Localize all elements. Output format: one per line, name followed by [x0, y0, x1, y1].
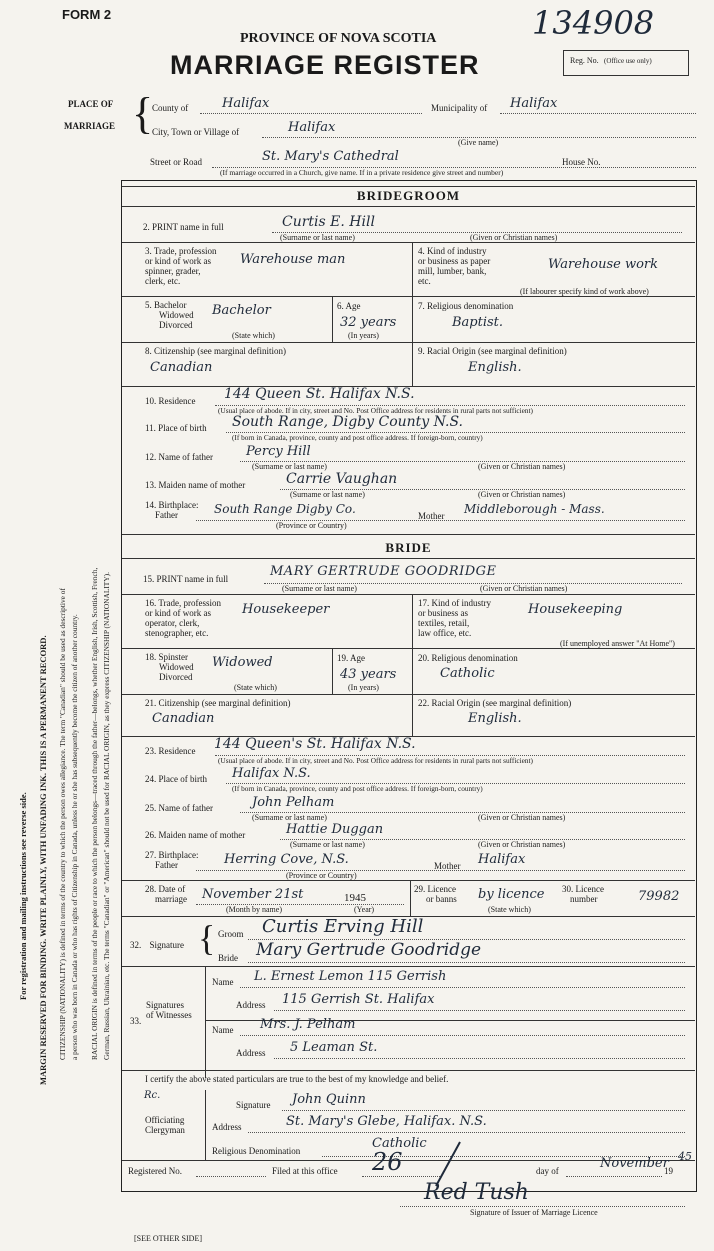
date-label-l1: 28. Date of	[145, 884, 186, 894]
bride-father-birthplace: Herring Cove, N.S.	[224, 852, 349, 867]
licence-type: by licence	[478, 887, 545, 902]
groom-province-caption: (Province or Country)	[276, 521, 347, 530]
bride-status-l2: Widowed	[159, 662, 194, 672]
groom-industry-label	[418, 246, 490, 286]
bride-father: John Pelham	[252, 795, 335, 810]
bride-name: MARY GERTRUDE GOODRIDGE	[270, 564, 497, 579]
groom-signature: Curtis Erving Hill	[262, 916, 424, 937]
groom-trade-l4: clerk, etc.	[145, 276, 181, 286]
bride-trade-l2: or kind of work as	[145, 608, 211, 618]
witness-label-l1: Signatures	[146, 1000, 184, 1010]
groom-mother-given-cap: (Given or Christian names)	[478, 490, 566, 499]
groom-birth: South Range, Digby County N.S.	[232, 414, 463, 430]
bride-trade-l4: stenographer, etc.	[145, 628, 209, 638]
officiating-label	[145, 1115, 185, 1135]
signature-num: 32.	[130, 940, 142, 950]
groom-residence: 144 Queen St. Halifax N.S.	[224, 386, 415, 402]
bride-citizenship: Canadian	[152, 711, 215, 726]
bride-age-label: 19. Age	[337, 653, 365, 663]
certify-statement: I certify the above stated particulars are true to the best of my knowledge and belief.	[145, 1074, 449, 1084]
groom-surname-caption: (Surname or last name)	[280, 233, 355, 242]
date-label	[145, 884, 187, 904]
bride-trade-l1: 16. Trade, profession	[145, 598, 221, 608]
groom-status: Bachelor	[212, 303, 271, 318]
groom-mother-word: Mother	[418, 511, 445, 521]
issuer-signature: Red Tush	[424, 1180, 529, 1205]
bride-print-label	[143, 574, 228, 584]
groom-father-birthplace: South Range Digby Co.	[214, 502, 356, 516]
groom-mother-birthplace: Middleborough - Mass.	[464, 502, 605, 516]
licence-label-l1: 29. Licence	[414, 884, 456, 894]
bride-signature: Mary Gertrude Goodridge	[256, 940, 482, 960]
page-title: MARRIAGE REGISTER	[170, 50, 480, 80]
bride-birth: Halifax N.S.	[232, 766, 311, 781]
city-value: Halifax	[288, 120, 336, 135]
certify-mark: Rc.	[144, 1090, 161, 1101]
bride-trade-l3: operator, clerk,	[145, 618, 200, 628]
bride-status: Widowed	[212, 655, 273, 670]
bride-religion: Catholic	[440, 666, 495, 681]
bride-industry-l2: or business as	[418, 608, 468, 618]
street-label: Street or Road	[150, 157, 202, 167]
bride-mother-surname-cap: (Surname or last name)	[290, 840, 365, 849]
bride-mother-word: Mother	[434, 861, 461, 871]
sidebar-line-4: a person who was born in Canada or who has rights of Citizenship in Canada, unless he or she has subsequently become the citizen of another country.	[70, 614, 79, 1060]
bride-status-l1: 18. Spinster	[145, 652, 189, 662]
bride-section-heading: BRIDE	[385, 540, 432, 555]
groom-status-l1: 5. Bachelor	[145, 300, 187, 310]
clergy-address: St. Mary's Glebe, Halifax. N.S.	[286, 1114, 487, 1129]
groom-birthplace-l1: 14. Birthplace:	[145, 500, 199, 510]
groom-labourer-note: (If labourer specify kind of work above)	[520, 287, 649, 296]
licence-label	[414, 884, 457, 904]
sidebar-line-6: German, Russian, Ukrainian, etc. The terms "Canadian" or "American" should not be used for RACIAL ORIGIN, as they express CITIZENSHIP (NATIONALITY).	[102, 572, 111, 1060]
groom-father: Percy Hill	[246, 444, 311, 459]
groom-given-caption: (Given or Christian names)	[470, 233, 558, 242]
form-label: FORM 2	[62, 7, 112, 22]
groom-industry-l4: etc.	[418, 276, 431, 286]
bride-birthplace-l2: Father	[155, 860, 178, 870]
witness2-address-label: Address	[236, 1048, 266, 1058]
groom-residence-label: 10. Residence	[145, 396, 196, 406]
groom-racial-label: 9. Racial Origin (see marginal definition)	[418, 346, 567, 356]
street-note: (If marriage occurred in a Church, give name. If in a private residence give street and number)	[220, 168, 504, 177]
sidebar-line-1: For registration and mailing instructions see reverse side.	[18, 792, 28, 1000]
house-label: House No.	[562, 157, 601, 167]
filed-year: 45	[678, 1150, 692, 1163]
licence-number-label	[562, 884, 604, 904]
bride-father-given-cap: (Given or Christian names)	[478, 813, 566, 822]
groom-industry-l2: or business as paper	[418, 256, 491, 266]
filed-day: 26	[372, 1148, 403, 1176]
groom-trade: Warehouse man	[240, 252, 346, 267]
witness2-address: 5 Leaman St.	[290, 1040, 378, 1055]
bride-religion-label: 20. Religious denomination	[418, 653, 518, 663]
province-heading: PROVINCE OF NOVA SCOTIA	[240, 31, 437, 46]
bride-status-label	[145, 652, 194, 682]
groom-mother-surname-cap: (Surname or last name)	[290, 490, 365, 499]
clergy-signature: John Quinn	[292, 1092, 366, 1107]
year-caption: (Year)	[354, 905, 375, 914]
bride-surname-caption: (Surname or last name)	[282, 584, 357, 593]
registered-label: Registered No.	[128, 1166, 182, 1176]
bride-unemployed-note: (If unemployed answer "At Home")	[560, 639, 675, 648]
place-brace: {	[132, 89, 154, 138]
form-frame	[121, 180, 697, 1192]
city-label: City, Town or Village of	[152, 127, 240, 137]
clergy-denomination: Catholic	[372, 1136, 427, 1151]
witness-num: 33.	[130, 1016, 142, 1026]
groom-age-label: 6. Age	[337, 301, 361, 311]
place-heading-2: MARRIAGE	[64, 121, 115, 131]
bride-mother-birthplace: Halifax	[478, 852, 526, 867]
bride-industry-l4: law office, etc.	[418, 628, 472, 638]
see-other-side: [SEE OTHER SIDE]	[134, 1234, 202, 1243]
licence-label-l2: or banns	[426, 894, 457, 904]
witness1-address: 115 Gerrish St. Halifax	[282, 992, 435, 1007]
groom-print-label	[143, 222, 224, 232]
groom-religion: Baptist.	[452, 315, 504, 330]
groom-birthplace-l2: Father	[155, 510, 178, 520]
bride-industry-l3: textiles, retail,	[418, 618, 470, 628]
groom-status-l3: Divorced	[159, 320, 193, 330]
bride-racial: English.	[468, 711, 522, 726]
groom-industry-l1: 4. Kind of industry	[418, 246, 487, 256]
reg-box	[563, 50, 689, 76]
groom-sig-label: Groom	[218, 929, 244, 939]
groom-father-label: 12. Name of father	[145, 452, 213, 462]
witness1-address-label: Address	[236, 1000, 266, 1010]
bride-print-text: 15. PRINT name in full	[143, 574, 229, 584]
groom-print-text: 2. PRINT name in full	[143, 222, 224, 232]
filed-month: November	[600, 1156, 669, 1171]
place-heading-1: PLACE OF	[68, 99, 114, 109]
bride-industry-l1: 17. Kind of industry	[418, 598, 491, 608]
licence-no-l1: 30. Licence	[562, 884, 604, 894]
licence-no-l2: number	[570, 894, 598, 904]
bride-residence: 144 Queen's St. Halifax N.S.	[214, 736, 416, 752]
clergy-signature-label: Signature	[236, 1100, 271, 1110]
groom-state-which: (State which)	[232, 331, 275, 340]
groom-section-heading: BRIDEGROOM	[356, 188, 461, 203]
sidebar-line-3: CITIZENSHIP (NATIONALITY) is defined in terms of the country to which the person owes allegiance. The term "Canadian" should be used as descriptive of	[58, 588, 67, 1060]
groom-age-caption: (In years)	[348, 331, 379, 340]
signature-brace: {	[198, 918, 216, 958]
reg-box-label: Reg. No.	[570, 56, 599, 65]
bride-birthplace-label	[145, 850, 199, 870]
bride-age-caption: (In years)	[348, 683, 379, 692]
groom-citizenship-label: 8. Citizenship (see marginal definition)	[145, 346, 287, 356]
groom-father-given-cap: (Given or Christian names)	[478, 462, 566, 471]
groom-trade-l3: spinner, grader,	[145, 266, 201, 276]
witness1-name-label: Name	[212, 977, 234, 987]
groom-religion-label: 7. Religious denomination	[418, 301, 514, 311]
bride-industry: Housekeeping	[528, 602, 623, 617]
bride-trade: Housekeeper	[242, 602, 330, 617]
groom-racial: English.	[468, 360, 522, 375]
denomination-label: Religious Denomination	[212, 1146, 301, 1156]
register-number: 134908	[532, 4, 655, 42]
licence-number: 79982	[638, 889, 680, 904]
bride-mother-given-cap: (Given or Christian names)	[478, 840, 566, 849]
groom-father-surname-cap: (Surname or last name)	[252, 462, 327, 471]
groom-name: Curtis E. Hill	[282, 214, 375, 230]
officiating-l1: Officiating	[145, 1115, 185, 1125]
groom-status-label	[145, 300, 194, 330]
bride-father-surname-cap: (Surname or last name)	[252, 813, 327, 822]
bride-industry-label	[418, 598, 491, 638]
sidebar-line-2: MARGIN RESERVED FOR BINDING. WRITE PLAINLY, WITH UNFADING INK. THIS IS A PERMANENT RECORD.	[38, 635, 48, 1085]
issuer-caption: Signature of Issuer of Marriage Licence	[470, 1208, 598, 1217]
date-label-l2: marriage	[155, 894, 187, 904]
bride-father-label: 25. Name of father	[145, 803, 213, 813]
give-name-caption: (Give name)	[458, 138, 499, 147]
marriage-year: 1945	[344, 892, 366, 904]
bride-age: 43 years	[340, 667, 397, 682]
sidebar-line-5: RACIAL ORIGIN is defined in terms of the people or race to which the person belongs—traced through the father—belongs, whether English, Irish, Scottish, French,	[90, 567, 99, 1060]
bride-birth-note: (If born in Canada, province, county and post office address. If foreign-born, country)	[232, 784, 483, 793]
filed-year-prefix: 19	[664, 1166, 673, 1176]
marriage-date: November 21st	[202, 887, 304, 902]
bride-mother-label: 26. Maiden name of mother	[145, 830, 246, 840]
groom-birth-note: (If born in Canada, province, county and post office address. If foreign-born, country)	[232, 433, 483, 442]
witness-label-l2: of Witnesses	[146, 1010, 192, 1020]
bride-status-l3: Divorced	[159, 672, 193, 682]
county-value: Halifax	[222, 96, 270, 111]
municipality-value: Halifax	[510, 96, 558, 111]
officiating-l2: Clergyman	[145, 1125, 185, 1135]
street-value: St. Mary's Cathedral	[262, 149, 399, 164]
bride-racial-label: 22. Racial Origin (see marginal definition)	[418, 698, 572, 708]
groom-trade-label	[145, 246, 217, 286]
groom-industry: Warehouse work	[548, 257, 659, 272]
groom-birthplace-label	[145, 500, 199, 520]
bride-province-caption: (Province or Country)	[286, 871, 357, 880]
bride-sig-label: Bride	[218, 953, 238, 963]
groom-citizenship: Canadian	[150, 360, 213, 375]
reg-box-note: (Office use only)	[604, 57, 652, 65]
bride-residence-label: 23. Residence	[145, 746, 196, 756]
bride-trade-label	[145, 598, 221, 638]
groom-trade-l1: 3. Trade, profession	[145, 246, 217, 256]
bride-given-caption: (Given or Christian names)	[480, 584, 568, 593]
signature-label	[130, 940, 184, 950]
groom-residence-note: (Usual place of abode. If in city, street and No. Post Office address for residents in rural parts not sufficient)	[218, 406, 533, 415]
groom-industry-l3: mill, lumber, bank,	[418, 266, 487, 276]
groom-status-l2: Widowed	[159, 310, 194, 320]
groom-mother-label: 13. Maiden name of mother	[145, 480, 246, 490]
bride-birthplace-l1: 27. Birthplace:	[145, 850, 199, 860]
witness2-name: Mrs. J. Pelham	[260, 1017, 356, 1032]
groom-trade-l2: or kind of work as	[145, 256, 211, 266]
county-label: County of	[152, 103, 189, 113]
day-of-label: day of	[536, 1166, 559, 1176]
clergy-address-label: Address	[212, 1122, 242, 1132]
bride-mother: Hattie Duggan	[286, 822, 384, 837]
groom-age: 32 years	[340, 315, 397, 330]
witness2-name-label: Name	[212, 1025, 234, 1035]
bride-state-which: (State which)	[234, 683, 277, 692]
witness1-name: L. Ernest Lemon 115 Gerrish	[254, 969, 447, 984]
groom-mother: Carrie Vaughan	[286, 471, 398, 487]
bride-citizenship-label: 21. Citizenship (see marginal definition)	[145, 698, 291, 708]
bride-residence-note: (Usual place of abode. If in city, street and No. Post Office address for residents in rural parts not sufficient)	[218, 756, 533, 765]
municipality-label: Municipality of	[431, 103, 488, 113]
date-caption: (Month by name)	[226, 905, 282, 914]
bride-birth-label: 24. Place of birth	[145, 774, 207, 784]
licence-state-which: (State which)	[488, 905, 531, 914]
filed-label: Filed at this office	[272, 1166, 338, 1176]
signature-text: Signature	[149, 940, 184, 950]
groom-birth-label: 11. Place of birth	[145, 423, 207, 433]
